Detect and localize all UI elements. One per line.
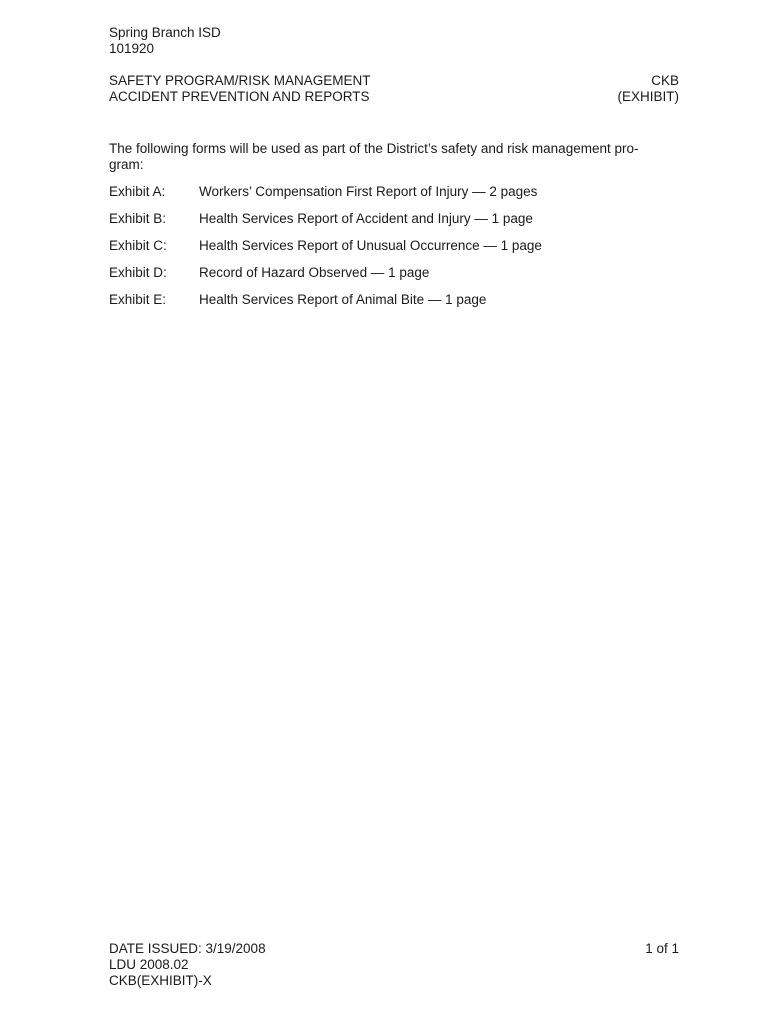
exhibit-label: Exhibit E: bbox=[109, 292, 167, 307]
exhibit-description: Record of Hazard Observed — 1 page bbox=[199, 265, 430, 280]
policy-title-line1: SAFETY PROGRAM/RISK MANAGEMENT bbox=[109, 73, 371, 88]
exhibit-label: Exhibit C: bbox=[109, 238, 167, 253]
exhibit-item-c bbox=[109, 238, 679, 265]
exhibit-label: Exhibit B: bbox=[109, 211, 167, 226]
policy-code-type: (EXHIBIT) bbox=[617, 89, 679, 104]
page-footer bbox=[109, 941, 679, 989]
intro-line2: gram: bbox=[109, 157, 144, 172]
exhibit-description: Health Services Report of Animal Bite — 1 page bbox=[199, 292, 487, 307]
policy-code: CKB bbox=[651, 73, 679, 88]
exhibit-list bbox=[109, 184, 679, 319]
intro-line1: The following forms will be used as part of the District’s safety and risk management pro- bbox=[109, 141, 639, 156]
exhibit-description: Health Services Report of Accident and Injury — 1 page bbox=[199, 211, 533, 226]
exhibit-label: Exhibit D: bbox=[109, 265, 167, 280]
exhibit-description: Health Services Report of Unusual Occurrence — 1 page bbox=[199, 238, 542, 253]
exhibit-item-d bbox=[109, 265, 679, 292]
exhibit-item-e bbox=[109, 292, 679, 319]
document-code: CKB(EXHIBIT)-X bbox=[109, 973, 212, 988]
date-issued: DATE ISSUED: 3/19/2008 bbox=[109, 941, 266, 956]
page-number: 1 of 1 bbox=[645, 941, 679, 956]
policy-title-line2: ACCIDENT PREVENTION AND REPORTS bbox=[109, 89, 370, 104]
district-code: 101920 bbox=[109, 41, 155, 56]
exhibit-label: Exhibit A: bbox=[109, 184, 166, 199]
exhibit-item-b bbox=[109, 211, 679, 238]
policy-title-block bbox=[109, 73, 679, 105]
exhibit-description: Workers’ Compensation First Report of Injury — 2 pages bbox=[199, 184, 538, 199]
district-name: Spring Branch ISD bbox=[109, 25, 221, 40]
ldu-code: LDU 2008.02 bbox=[109, 957, 189, 972]
intro-paragraph bbox=[109, 141, 669, 173]
exhibit-item-a bbox=[109, 184, 679, 211]
district-header bbox=[109, 25, 221, 57]
